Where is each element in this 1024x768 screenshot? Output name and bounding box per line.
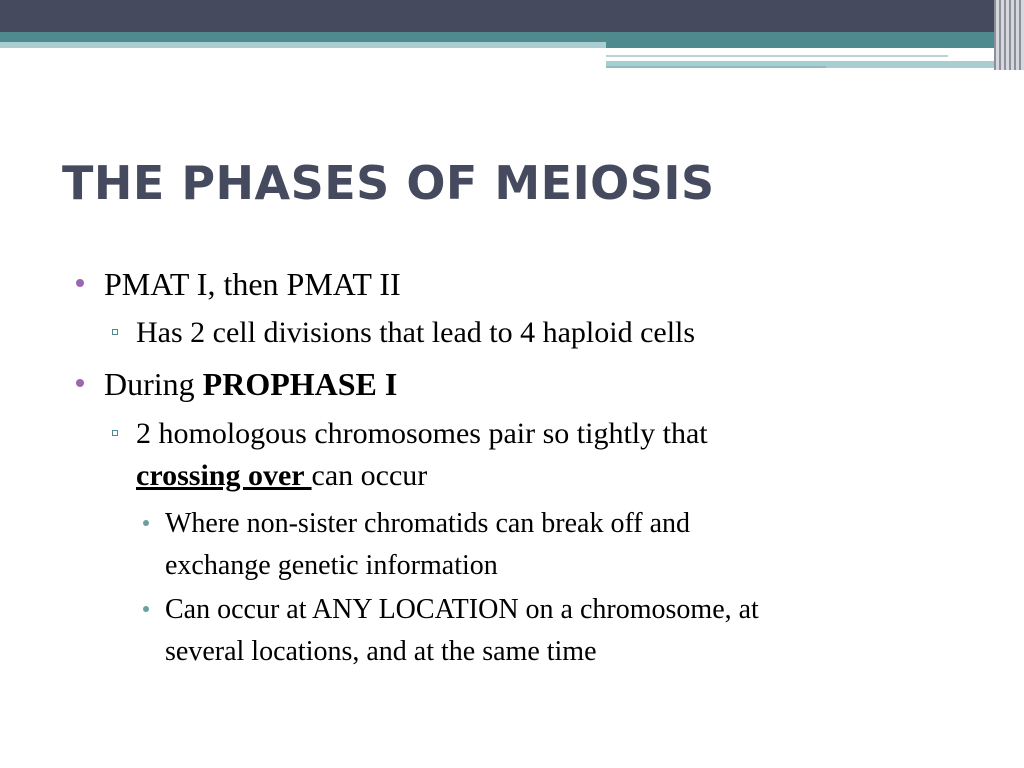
sub-sub-bullet-text: Can occur at ANY LOCATION on a chromosome, at bbox=[165, 594, 759, 625]
sub-bullet-text-suffix: can occur bbox=[311, 459, 428, 492]
bullet-dot-icon bbox=[76, 379, 84, 387]
bullet-text: PMAT I, then PMAT II bbox=[104, 266, 401, 302]
bullet-item bbox=[104, 268, 401, 300]
sub-bullet-text: Has 2 cell divisions that lead to 4 haploid cells bbox=[136, 316, 696, 349]
sub-sub-bullet-text: several locations, and at the same time bbox=[165, 636, 597, 667]
header-stripes bbox=[994, 0, 1024, 70]
sub-bullet-item bbox=[136, 413, 708, 497]
sub-sub-bullet-text: exchange genetic information bbox=[165, 550, 498, 581]
slide-title: THE PHASES OF MEIOSIS bbox=[62, 156, 715, 210]
header-teal-band bbox=[0, 32, 1024, 42]
header-accent-band bbox=[606, 42, 1024, 48]
bullet-text-prefix: During bbox=[104, 366, 203, 402]
small-dot-bullet-icon bbox=[143, 606, 149, 612]
bullet-dot-icon bbox=[76, 279, 84, 287]
sub-sub-bullet-item bbox=[165, 503, 690, 587]
small-dot-bullet-icon bbox=[143, 520, 149, 526]
bullet-emphasis: PROPHASE I bbox=[202, 366, 398, 402]
header-accent-line bbox=[606, 55, 948, 57]
sub-sub-bullet-text: Where non-sister chromatids can break off and bbox=[165, 508, 691, 539]
header-dark-band bbox=[0, 0, 1024, 32]
square-bullet-icon bbox=[112, 430, 118, 436]
sub-bullet-text: 2 homologous chromosomes pair so tightly that bbox=[136, 417, 708, 450]
emphasis-term: crossing over bbox=[136, 459, 312, 492]
header-light-band bbox=[0, 42, 606, 48]
sub-sub-bullet-item bbox=[165, 589, 759, 673]
header-accent-line bbox=[606, 66, 826, 68]
bullet-item bbox=[104, 368, 397, 400]
sub-bullet-item bbox=[136, 312, 695, 354]
square-bullet-icon bbox=[112, 329, 118, 335]
